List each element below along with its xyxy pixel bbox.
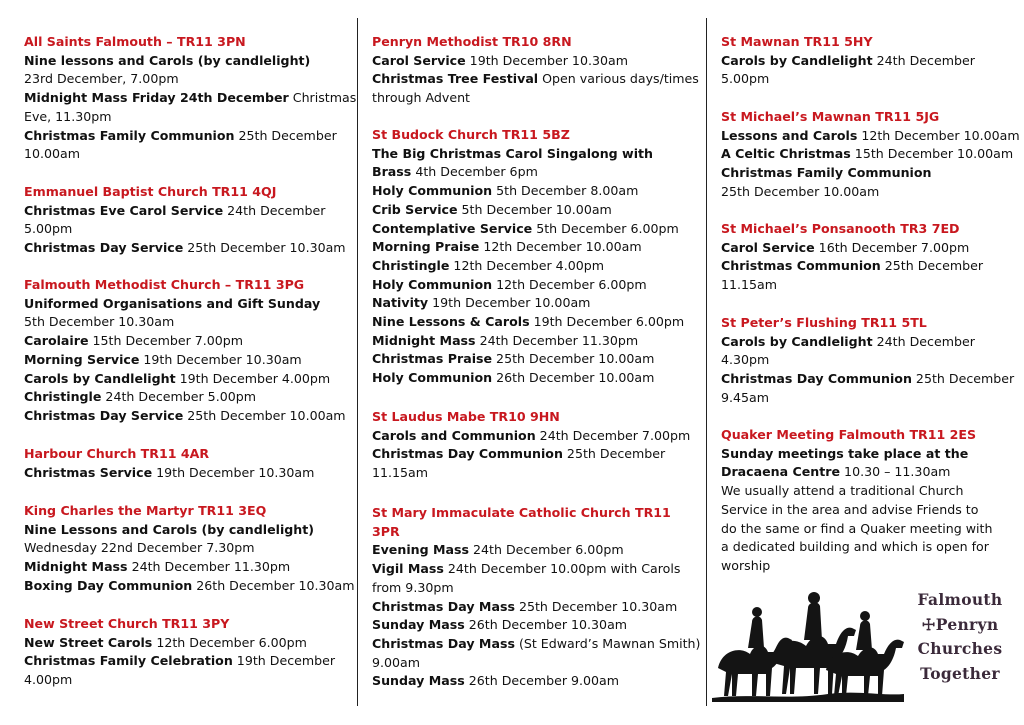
service-line [372,672,690,691]
service-line [24,634,342,653]
service-line [721,333,1013,352]
service-name: A Celtic Christmas [721,146,851,162]
service-detail: 26th December 10.30am [464,617,628,633]
service-detail: a dedicated building and which is open for [721,539,989,555]
service-line [372,427,690,446]
service-detail: 11.15am [372,465,429,481]
service-detail: 24th December 11.30pm [475,332,639,348]
service-line [372,201,690,220]
service-name: Sunday Mass [372,617,465,633]
service-line [24,89,357,108]
church-listing [721,426,1013,576]
service-line [721,70,1013,89]
service-name: Holy Communion [372,370,493,386]
logo-line-churches: Churches [917,639,1003,658]
service-line [24,558,342,577]
service-detail: 10.00am [24,146,81,162]
logo-line-together: Together [920,663,1000,683]
church-listing [721,220,1013,295]
service-name: Midnight Mass Friday 24th December [24,90,289,106]
service-line [372,276,690,295]
church-listing [721,33,1013,89]
service-detail: 11.15am [721,277,778,293]
service-line [24,464,342,483]
service-detail: 5.00pm [721,71,770,87]
service-detail: 4.00pm [24,672,73,688]
service-name: Dracaena Centre [721,464,841,480]
service-detail: 19th December 4.00pm [175,370,331,386]
service-name: Christmas Day Service [24,240,184,256]
service-line [372,560,690,579]
service-line [721,538,1013,557]
service-line [24,539,342,558]
service-name: Evening Mass [372,542,470,558]
service-name: Vigil Mass [372,561,444,577]
church-title: All Saints Falmouth – TR11 3PN [24,34,246,49]
service-line [24,388,342,407]
service-detail: 24th December 11.30pm [127,559,291,575]
service-name: Holy Communion [372,276,493,292]
church-listing [372,504,701,691]
service-line [24,521,342,540]
church-title: St Peter’s Flushing TR11 5TL [721,315,927,330]
service-detail: 24th December 7.00pm [535,427,691,443]
church-listing [24,502,355,596]
service-detail: 9.00am [372,654,421,670]
logo-line-penryn: ☩Penryn [921,614,999,634]
church-title: Falmouth Methodist Church – TR11 3PG [24,277,305,292]
service-name: Midnight Mass [372,332,476,348]
church-title: St Mawnan TR11 5HY [721,34,873,49]
service-name: Christmas Praise [372,351,493,367]
service-line [721,389,1013,408]
service-line [372,52,690,71]
service-name: The Big Christmas Carol Singalong with [372,145,653,161]
church-title: St Laudus Mabe TR10 9HN [372,409,560,424]
service-detail: 26th December 10.00am [492,370,655,386]
service-detail: 5th December 10.30am [24,314,175,330]
service-detail: 19th December 10.00am [428,295,591,311]
service-detail: 19th December [232,653,336,669]
service-line [372,654,690,673]
church-title: King Charles the Martyr TR11 3EQ [24,503,267,518]
service-line [24,145,342,164]
three-kings-camels-icon [708,590,908,706]
service-detail: 4th December 6pm [411,164,538,180]
service-line [372,313,690,332]
column-divider-1 [357,18,358,706]
service-line [372,616,690,635]
service-name: Boxing Day Communion [24,577,193,593]
church-listing [24,183,346,258]
service-detail: 24th December [223,202,326,218]
service-name: Contemplative Service [372,220,533,236]
service-line [372,350,690,369]
service-detail: 26th December 9.00am [464,673,620,689]
service-line [24,351,342,370]
service-detail: 5th December 6.00pm [532,220,679,236]
church-title: Penryn Methodist TR10 8RN [372,34,572,49]
service-line [372,598,690,617]
service-detail: 5th December 8.00am [492,183,639,199]
service-name: Christmas Day Communion [372,446,563,462]
service-detail: 25th December [562,446,666,462]
service-line [721,257,1013,276]
service-line [372,445,690,464]
service-detail: Eve, 11.30pm [24,108,112,124]
service-name: Uniformed Organisations and Gift Sunday [24,295,321,311]
service-detail: 19th December 6.00pm [529,314,685,330]
service-name: Brass [372,164,412,180]
service-detail: through Advent [372,90,470,106]
service-line [721,445,1013,464]
service-detail: (St Edward’s Mawnan Smith) [514,635,701,651]
service-detail: 24th December [872,333,975,349]
service-line [372,257,690,276]
logo-line-falmouth: Falmouth [917,590,1003,609]
service-line [24,52,342,71]
service-name: Sunday meetings take place at the [721,445,969,461]
column-left [24,0,357,725]
service-line [24,295,342,314]
service-name: Christingle [24,389,102,405]
service-detail: 15th December 7.00pm [88,333,244,349]
service-name: Nativity [372,295,429,311]
service-name: Carols by Candlelight [721,52,873,68]
service-line [24,108,342,127]
service-detail: 25th December 10.30am [183,240,346,256]
service-line [372,145,690,164]
service-name: Nine lessons and Carols (by candlelight) [24,52,311,68]
cross-icon: ☩ [921,614,936,634]
service-name: Morning Praise [372,239,480,255]
service-name: Christmas Day Mass [372,635,515,651]
church-listing [372,126,690,388]
service-line [372,635,701,654]
church-listing [24,445,342,482]
church-title: St Michael’s Ponsanooth TR3 7ED [721,221,960,236]
service-detail: 9.45am [721,389,770,405]
service-detail: 12th December 10.00am [479,239,642,255]
service-detail: 25th December 10.30am [514,598,678,614]
service-name: Carol Service [372,52,466,68]
service-detail: 4.30pm [721,352,770,368]
service-name: Christmas Service [24,464,153,480]
service-name: Carols by Candlelight [24,370,176,386]
service-line [721,482,1013,501]
service-line [24,671,342,690]
service-line [24,332,342,351]
church-listing [24,615,342,690]
service-detail: Service in the area and advise Friends to [721,501,979,517]
service-name: Crib Service [372,201,458,217]
service-line [24,202,342,221]
service-detail: 25th December 10.00am [721,183,880,199]
service-line [372,238,690,257]
church-listing [721,108,1020,202]
service-name: Nine Lessons and Carols (by candlelight) [24,521,315,537]
service-name: Midnight Mass [24,559,128,575]
service-line [721,127,1020,146]
service-line [721,557,1013,576]
service-line [372,220,690,239]
service-name: Christmas Communion [721,258,881,274]
service-line [24,220,342,239]
service-name: Sunday Mass [372,673,465,689]
service-line [721,164,1013,183]
church-title: Harbour Church TR11 4AR [24,446,210,461]
service-line [372,369,690,388]
service-detail: 25th December [880,258,984,274]
service-line [372,464,690,483]
service-line [721,463,1013,482]
service-line [24,652,342,671]
service-detail: 26th December 10.30am [192,577,355,593]
service-line [24,407,346,426]
service-line [372,182,690,201]
service-line [24,127,342,146]
column-divider-2 [706,18,707,706]
service-detail: 12th December 10.00am [857,127,1020,143]
service-line [24,70,342,89]
service-line [24,577,355,596]
service-detail: 12th December 6.00pm [492,276,647,292]
service-name: New Street Carols [24,634,153,650]
service-detail: do the same or find a Quaker meeting with [721,520,993,536]
service-detail: We usually attend a traditional Church [721,483,964,499]
service-line [721,351,1013,370]
service-detail: 19th December 10.30am [152,464,315,480]
service-detail: Wednesday 22nd December 7.30pm [24,540,255,556]
service-name: Morning Service [24,351,140,367]
service-detail: 25th December [911,371,1015,387]
service-name: Christmas Tree Festival [372,71,539,87]
service-detail: 19th December 10.30am [139,351,302,367]
service-name: Carolaire [24,333,89,349]
service-detail: Open various days/times [538,71,699,87]
service-name: Christmas Family Celebration [24,653,233,669]
service-detail: 10.30 – 11.30am [840,464,951,480]
service-name: Christmas Day Service [24,407,184,423]
service-line [24,370,342,389]
service-detail: 24th December 5.00pm [101,389,256,405]
church-listing [24,33,357,164]
service-detail: 23rd December, 7.00pm [24,71,179,87]
service-line [372,163,690,182]
service-detail: 12th December 6.00pm [152,634,307,650]
church-listing [372,408,690,483]
service-detail: 16th December 7.00pm [814,239,970,255]
service-detail: 5.00pm [24,221,73,237]
service-name: Carol Service [721,239,815,255]
service-name: Nine Lessons & Carols [372,314,530,330]
church-title: St Michael’s Mawnan TR11 5JG [721,109,940,124]
service-name: Christmas Day Communion [721,371,912,387]
service-detail: 24th December 10.00pm with Carols [443,561,681,577]
service-line [372,294,690,313]
service-name: Holy Communion [372,183,493,199]
service-line [721,145,1013,164]
service-line [24,239,346,258]
churches-together-logo [908,588,1012,686]
service-name: Carols and Communion [372,427,536,443]
service-detail: 25th December 10.00am [492,351,655,367]
service-line [372,541,690,560]
service-name: Carols by Candlelight [721,333,873,349]
service-line [372,89,690,108]
service-name: Christmas Eve Carol Service [24,202,224,218]
service-line [24,313,342,332]
service-line [721,183,1013,202]
service-line [372,579,690,598]
church-title: St Mary Immaculate Catholic Church TR11 3PR [372,505,671,539]
service-line [721,520,1013,539]
service-name: Christmas Family Communion [721,165,932,181]
church-listing [372,33,699,108]
service-line [721,239,1013,258]
church-title: Quaker Meeting Falmouth TR11 2ES [721,427,977,442]
church-title: New Street Church TR11 3PY [24,616,230,631]
church-title: Emmanuel Baptist Church TR11 4QJ [24,184,277,199]
service-line [372,70,699,89]
service-detail: 24th December 6.00pm [469,542,624,558]
church-title: St Budock Church TR11 5BZ [372,127,570,142]
service-detail: 25th December [234,127,337,143]
column-middle [372,0,701,725]
church-listing [24,276,346,426]
service-line [372,332,690,351]
service-name: Christmas Family Communion [24,127,235,143]
service-line [721,52,1013,71]
service-detail: 19th December 10.30am [465,52,628,68]
service-name: Christingle [372,257,450,273]
church-listing [721,314,1013,408]
service-detail: Christmas [288,90,357,106]
service-detail: 24th December [872,52,975,68]
service-detail: 12th December 4.00pm [449,257,604,273]
service-detail: worship [721,557,771,573]
service-name: Lessons and Carols [721,127,858,143]
service-detail: 25th December 10.00am [183,407,346,423]
service-line [721,370,1013,389]
service-line [721,501,1013,520]
service-detail: 15th December 10.00am [850,146,1014,162]
service-detail: from 9.30pm [372,579,454,595]
service-line [721,276,1013,295]
service-name: Christmas Day Mass [372,598,515,614]
service-detail: 5th December 10.00am [457,201,612,217]
